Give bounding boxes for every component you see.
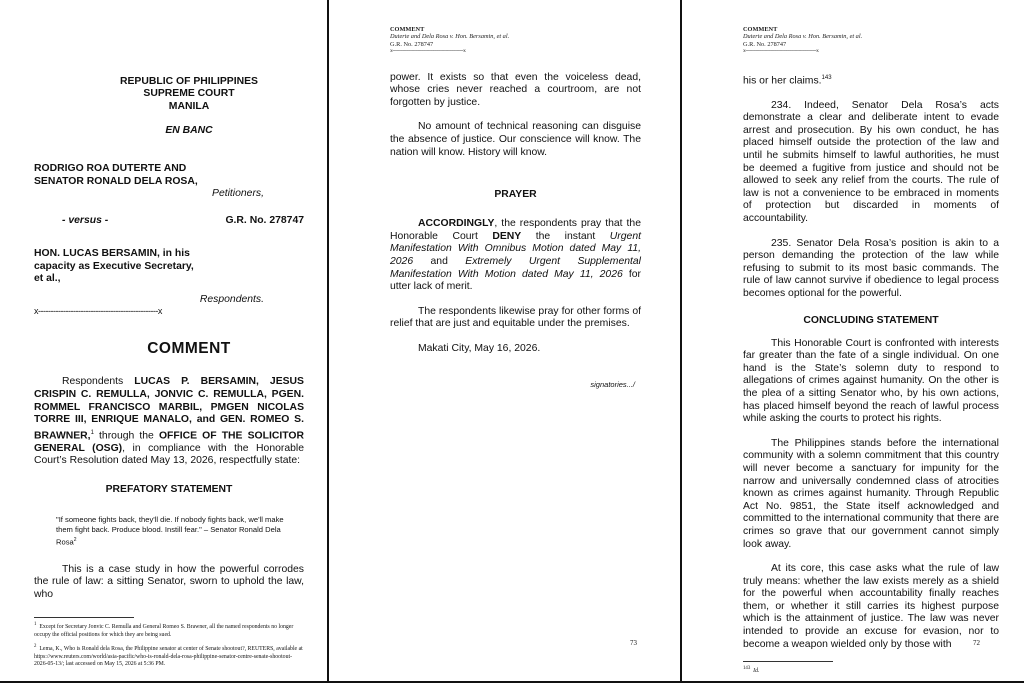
footnote: $^2$ Lema, K., Who is Ronald dela Rosa, the Philippine senator at center of Senate shootout?, REUTERS, available at https://www.reuters.com/world/asia-pacific/who-is-ronald-dela-rosa-philippine-senator-centre-senate-shootout-2026-05-13/; last accessed on May 15, 2026 at 5:36 PM. [34,643,303,668]
petitioner-line: SENATOR RONALD DELA ROSA, [34,175,198,187]
respondents-label: Respondents. [199,293,264,305]
body-paragraph: This is a case study in how the powerful corrodes the rule of law: a sitting Senator, sworn to uphold the law, who [34,563,304,600]
versus-label: - versus - [62,215,109,226]
document-page-3 [683,0,1024,683]
document-page-2 [330,0,679,683]
versus-row [34,215,304,226]
body-paragraph: The respondents likewise pray for other forms of relief that are just and equitable under the premises. [390,305,641,330]
body-paragraph: The Philippines stands before the international community with a solemn commitment that this country will never become a sanctuary for impunity for the narrow and universally condemned class of atrocities known as crimes against humanity. Through Republic Act No. 9851, the State itself acknowledged and committed to the international community that there are crimes so grave that our government cannot simply look away. [743,437,999,550]
signatories-note: signatories.../ [590,379,635,389]
body-paragraph: No amount of technical reasoning can disguise the absence of justice. Our conscience will know. The nation will know. History will know. [390,121,641,158]
caption-line: MANILA [168,100,210,112]
petitioner-line: RODRIGO ROA DUTERTE AND [34,163,187,175]
page-number: 73 [630,639,637,647]
footnote: $^1$ Except for Secretary Jonvic C. Remulla and General Romeo S. Brawner, all the named respondents no longer occupy the official positions for which they are being sued. [34,622,294,639]
document-title: COMMENT [147,340,231,358]
footnote-divider [743,661,833,662]
respondent-line: capacity as Executive Secretary, [34,260,194,272]
epigraph-quote: "If someone fights back, they'll die. If nobody fights back, we'll make them fight back. Produce blood. Instill fear." – Senator Ronald Dela Rosa$^2$ [56,515,284,547]
running-head: COMMENT Duterte and Dela Rosa v. Hon. Bersamin, et al. G.R. No. 278747 x----------------------------------------------------x [390,26,510,55]
document-page-1 [0,0,326,683]
petitioners-block [34,163,304,188]
page-divider [680,0,682,683]
respondents-block [34,248,234,286]
body-paragraph: his or her claims.$^{143}$ [743,74,832,87]
place-date: Makati City, May 16, 2026. [418,342,541,354]
petitioners-label: Petitioners, [212,188,264,200]
en-banc-label: EN BANC [165,125,213,137]
footnote: $^{143}$ Id. [743,666,760,675]
prefatory-heading: PREFATORY STATEMENT [105,484,233,495]
footnote-divider [34,617,134,618]
separator-line: x------------------------------------------------x [34,306,162,317]
body-paragraph: power. It exists so that even the voiceless dead, whose cries never reached a courtroom, are not forgotten by justice. [390,71,641,108]
footnotes [34,621,304,669]
running-head: COMMENT Duterte and Dela Rosa v. Hon. Bersamin, et al. G.R. No. 278747 x----------------------------------------------------x [743,26,863,55]
gr-number: G.R. No. 278747 [225,215,304,226]
page-number: 72 [973,639,980,647]
concluding-heading: CONCLUDING STATEMENT [803,314,939,326]
paragraph-235: 235. Senator Dela Rosa’s position is akin to a person demanding the protection of the law while refusing to submit to its most basic commands. The rule of law cannot survive if obedience to legal process becomes optional for the powerful. [743,237,999,299]
respondent-line: HON. LUCAS BERSAMIN, in his [34,248,190,259]
court-caption [34,76,304,113]
page-divider [327,0,329,683]
caption-line: SUPREME COURT [143,88,235,100]
caption-line: REPUBLIC OF PHILIPPINES [120,76,258,87]
body-paragraph: At its core, this case asks what the rule of law truly means: whether the law exists merely as a shield for the powerful when accountability finally reaches them, or whether it still carries its highest purpose which is the attainment of justice. The law was never intended to provide an excuse for evasion, nor to become a weapon wielded only by those with [743,563,999,650]
prayer-heading: PRAYER [494,189,537,201]
intro-paragraph: Respondents LUCAS P. BERSAMIN, JESUS CRISPIN C. REMULLA, JONVIC C. REMULLA, PGEN. ROMMEL FRANCISCO MARBIL, PMGEN NICOLAS TORRE III, ENRIQUE MANALO, and GEN. ROMEO S. BRAWNER,$^1$ through the OFFICE OF THE SOLICITOR GENERAL (OSG), in compliance with the Honorable Court’s Resolution dated May 13, 2026, respectfully state: [34,376,304,467]
respondent-line: et al., [34,273,61,285]
paragraph-234: 234. Indeed, Senator Dela Rosa’s acts demonstrate a clear and deliberate intent to evade arrest and prosecution. By his own conduct, he has placed himself outside the protection of the law and until he submits himself to lawful authorities, he must be deemed a fugitive from justice and should not be allowed to seek any relief from the courts. The rule of law is not a convenience to be embraced in moments of protection but discarded in moments of accountability. [743,99,999,225]
body-paragraph: This Honorable Court is confronted with interests far greater than the fate of a single individual. On one hand is the State’s solemn duty to respond to allegations of crimes against humanity. On the other is the plea of a sitting Senator who, by his own actions, has placed himself beyond the reach of lawful process while asking the courts to protect his rights. [743,337,999,425]
prayer-paragraph: ACCORDINGLY, the respondents pray that the Honorable Court DENY the instant Urgent Manifestation With Omnibus Motion dated May 11, 2026 and Extremely Urgent Supplemental Manifestation With Motion dated May 11, 2026 for utter lack of merit. [390,218,642,293]
